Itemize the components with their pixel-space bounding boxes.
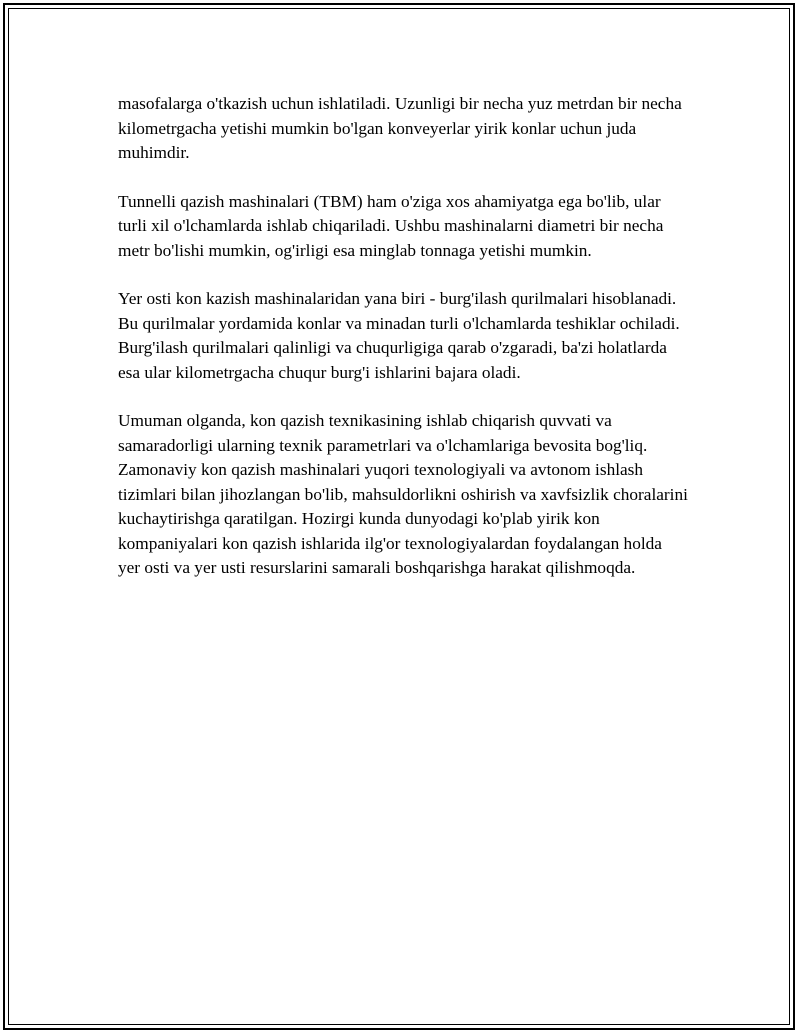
paragraph-drilling: Yer osti kon kazish mashinalaridan yana biri - burg'ilash qurilmalari hisoblanadi. Bu qurilmalar yordamida konlar va minadan turli o'lchamlarda teshiklar ochiladi. Burg'ilash qurilmalari qalinligi va chuqurligiga qarab o'zgaradi, ba'zi holatlarda esa ular kilometrgacha chuqur burg'i ishlarini bajara oladi. [118,289,680,382]
paragraph-conveyors: masofalarga o'tkazish uchun ishlatiladi. Uzunligi bir necha yuz metrdan bir necha kilometrgacha yetishi mumkin bo'lgan konveyerlar yirik konlar uchun juda muhimdir. [118,94,682,162]
paragraph-summary: Umuman olganda, kon qazish texnikasining ishlab chiqarish quvvati va samaradorligi ularning texnik parametrlari va o'lchamlariga bevosita bog'liq. Zamonaviy kon qazish mashinalari yuqori texnologiyali va avtonom ishlash tizimlari bilan jihozlangan bo'lib, mahsuldorlikni oshirish va xavfsizlik choralarini kuchaytirishga qaratilgan. Hozirgi kunda dunyodagi ko'plab yirik kon kompaniyalari kon qazish ishlarida ilg'or texnologiyalardan foydalangan holda yer osti va yer usti resurslarini samarali boshqarishga harakat qilishmoqda. [118,411,688,577]
document-body [118,92,688,605]
paragraph-tbm: Tunnelli qazish mashinalari (TBM) ham o'ziga xos ahamiyatga ega bo'lib, ular turli xil o'lchamlarda ishlab chiqariladi. Ushbu mashinalarni diametri bir necha metr bo'lishi mumkin, og'irligi esa minglab tonnaga yetishi mumkin. [118,191,664,260]
